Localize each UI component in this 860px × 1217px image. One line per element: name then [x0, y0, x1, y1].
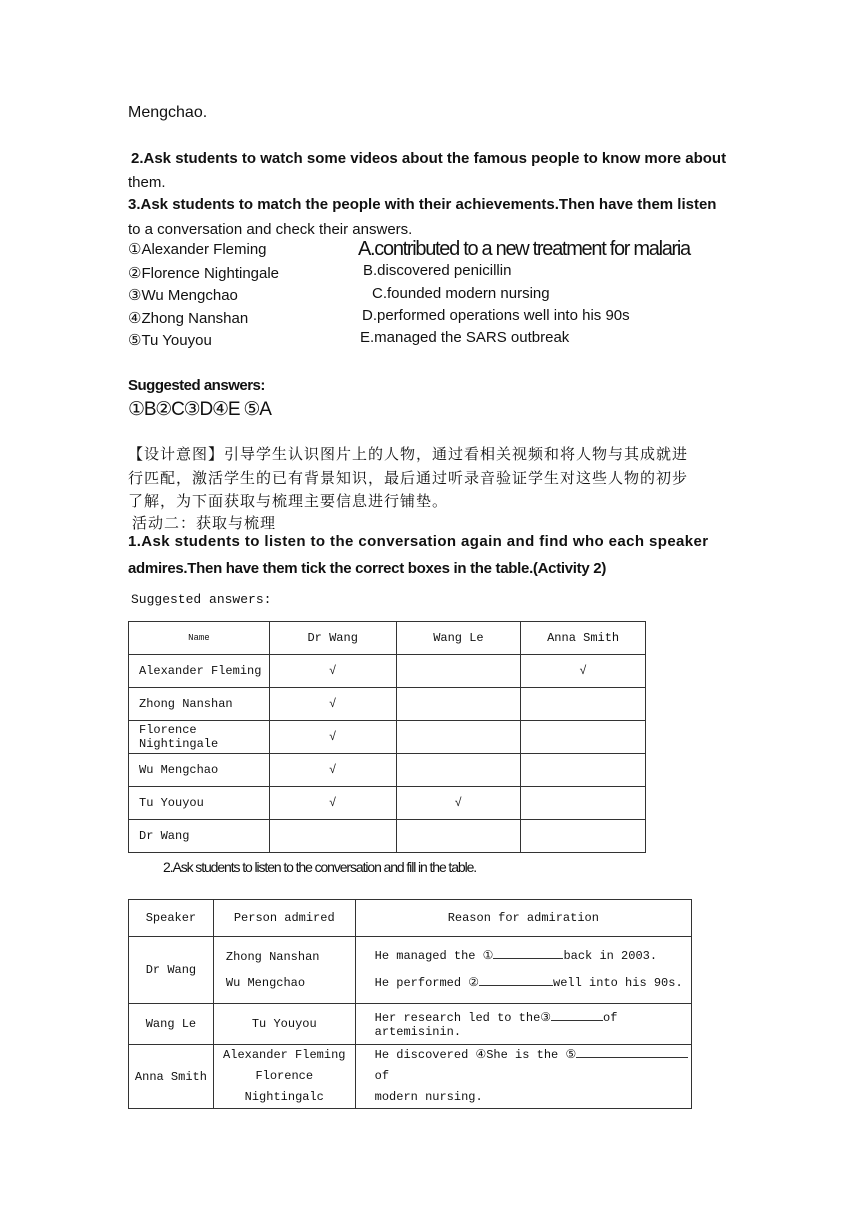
- activity2-title: 活动二：获取与梳理: [132, 514, 277, 532]
- achievement-b: B.discovered penicillin: [363, 262, 512, 279]
- act2-step2-text: 2.Ask students to listen to the conversation and fill in the table.: [163, 859, 477, 875]
- row-name: Alexander Fleming: [129, 655, 270, 688]
- reason-text: He performed ②: [374, 976, 480, 990]
- person-2: ②Florence Nightingale: [128, 265, 280, 282]
- check-wang-le: [396, 820, 521, 853]
- person-3: ③Wu Mengchao: [128, 287, 238, 304]
- person-4: ④Zhong Nanshan: [128, 310, 249, 327]
- row-name: Tu Youyou: [129, 787, 270, 820]
- check-dr-wang: √: [269, 688, 396, 721]
- check-anna-smith: [521, 820, 646, 853]
- check-dr-wang: √: [269, 787, 396, 820]
- answer-blank-3: [551, 1020, 603, 1021]
- admiration-tick-table: [128, 621, 646, 853]
- answer-blank-1: [493, 958, 563, 959]
- reason-cell: [355, 1045, 691, 1109]
- reason-line: modern nursing.: [374, 1090, 483, 1104]
- reason-text: of artemisinin.: [374, 1010, 618, 1039]
- table-row: [129, 754, 646, 787]
- speaker-cell: Dr Wang: [129, 937, 214, 1004]
- header-dr-wang: Dr Wang: [269, 622, 396, 655]
- table-row: [129, 1045, 692, 1109]
- table-header-row: [129, 900, 692, 937]
- reason-text: back in 2003.: [563, 949, 658, 963]
- table-row: [129, 721, 646, 754]
- suggested-answers-label: Suggested answers:: [128, 377, 265, 394]
- table-row: [129, 820, 646, 853]
- answer-blank-5: [576, 1057, 688, 1058]
- person-cell: [213, 1045, 355, 1109]
- check-wang-le: [396, 655, 521, 688]
- reason-text: He managed the ①: [374, 949, 494, 963]
- answer-blank-2: [479, 985, 553, 986]
- header-speaker: Speaker: [129, 900, 214, 937]
- header-anna-smith: Anna Smith: [521, 622, 646, 655]
- header-name: Name: [129, 622, 270, 655]
- reason-text: of: [374, 1069, 390, 1083]
- achievement-d: D.performed operations well into his 90s: [362, 307, 630, 324]
- check-dr-wang: [269, 820, 396, 853]
- step2-text: 2.Ask students to watch some videos about the famous people to know more about: [131, 150, 727, 167]
- table-header-row: [129, 622, 646, 655]
- design-intent-line-2: 行匹配，激活学生的已有背景知识，最后通过听录音验证学生对这些人物的初步: [128, 469, 689, 487]
- row-name: Wu Mengchao: [129, 754, 270, 787]
- check-wang-le: [396, 688, 521, 721]
- design-intent-line-3: 了解，为下面获取与梳理主要信息进行铺垫。: [128, 492, 449, 510]
- table-row: [129, 787, 646, 820]
- check-anna-smith: √: [521, 655, 646, 688]
- reason-text: well into his 90s.: [553, 976, 683, 990]
- person-name: Florence Nightingalc: [244, 1069, 324, 1104]
- act2-step1-text: 1.Ask students to listen to the conversation again and find who each speaker: [128, 533, 709, 550]
- achievement-a: A.contributed to a new treatment for malaria: [358, 238, 690, 260]
- person-cell: [213, 937, 355, 1004]
- row-name: Dr Wang: [129, 820, 270, 853]
- reason-text: Her research led to the③: [374, 1010, 552, 1025]
- check-dr-wang: √: [269, 721, 396, 754]
- step3-text: 3.Ask students to match the people with their achievements.Then have them listen: [128, 196, 717, 213]
- admiration-reason-table: [128, 899, 692, 1109]
- suggested-answers-label-2: Suggested answers:: [131, 592, 272, 607]
- reason-line: [375, 943, 691, 970]
- row-name: Zhong Nanshan: [129, 688, 270, 721]
- step2-cont: them.: [128, 174, 166, 191]
- table-row: [129, 1004, 692, 1045]
- reason-text: He discovered ④She is the ⑤: [374, 1048, 577, 1062]
- design-intent-line-1: 【设计意图】引导学生认识图片上的人物，通过看相关视频和将人物与其成就进: [128, 445, 689, 463]
- achievement-e: E.managed the SARS outbreak: [360, 329, 570, 346]
- person-name: Alexander Fleming: [223, 1048, 346, 1062]
- header-wang-le: Wang Le: [396, 622, 521, 655]
- header-person-admired: Person admired: [213, 900, 355, 937]
- reason-line: [375, 970, 691, 997]
- reason-cell: [355, 1004, 691, 1045]
- person-name: Wu Mengchao: [225, 976, 306, 990]
- speaker-cell: Wang Le: [129, 1004, 214, 1045]
- person-5: ⑤Tu Youyou: [128, 332, 212, 349]
- check-dr-wang: √: [269, 754, 396, 787]
- check-wang-le: [396, 754, 521, 787]
- check-anna-smith: [521, 721, 646, 754]
- achievement-c: C.founded modern nursing: [372, 285, 550, 302]
- person-cell: Tu Youyou: [213, 1004, 355, 1045]
- act2-step1-cont: admires.Then have them tick the correct boxes in the table.(Activity 2): [128, 560, 607, 577]
- table-row: [129, 655, 646, 688]
- intro-tail: Mengchao.: [128, 104, 208, 121]
- table-row: [129, 937, 692, 1004]
- speaker-cell: Anna Smith: [129, 1045, 214, 1109]
- row-name: Florence Nightingale: [129, 721, 270, 754]
- person-1: ①Alexander Fleming: [128, 241, 267, 258]
- check-anna-smith: [521, 688, 646, 721]
- person-name: Zhong Nanshan: [225, 950, 320, 964]
- suggested-answers-value: ①B②C③D④E ⑤A: [128, 399, 271, 420]
- step3-cont: to a conversation and check their answers.: [128, 221, 413, 238]
- reason-cell: [355, 937, 691, 1004]
- check-wang-le: [396, 721, 521, 754]
- table-row: [129, 688, 646, 721]
- check-anna-smith: [521, 787, 646, 820]
- reason-line: [375, 1045, 691, 1087]
- header-reason: Reason for admiration: [355, 900, 691, 937]
- check-anna-smith: [521, 754, 646, 787]
- check-dr-wang: √: [269, 655, 396, 688]
- check-wang-le: √: [396, 787, 521, 820]
